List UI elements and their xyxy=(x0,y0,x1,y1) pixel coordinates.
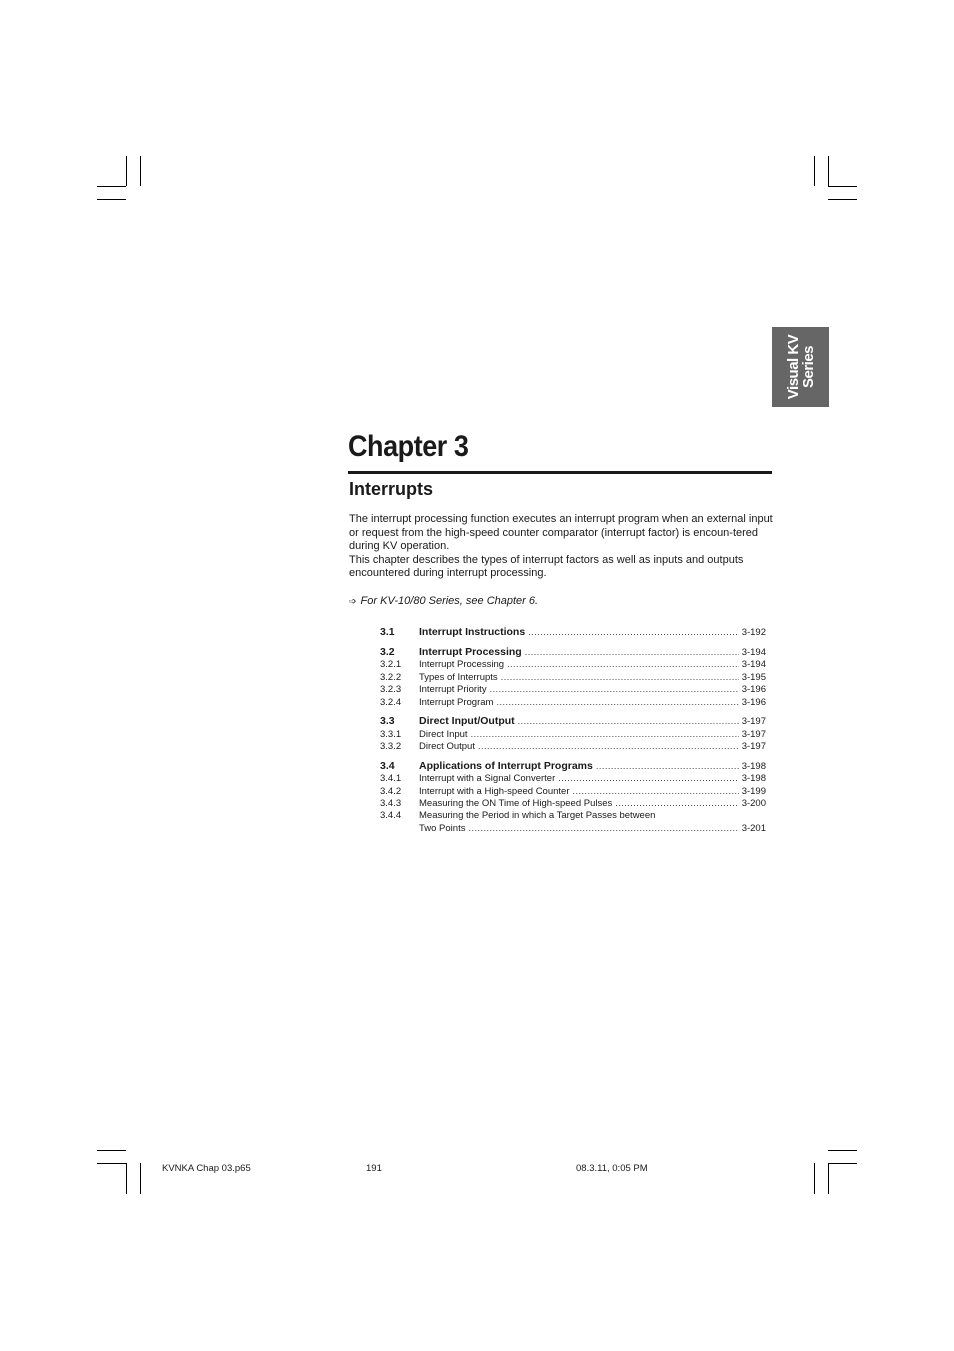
toc-title: Two Points xyxy=(419,823,466,834)
toc-leader-dots xyxy=(501,671,739,684)
toc-number: 3.1 xyxy=(380,626,395,638)
toc-number: 3.4.1 xyxy=(380,773,402,784)
side-tab-line-2: Series xyxy=(799,345,817,389)
toc-entry[interactable] xyxy=(380,772,766,785)
toc-page-number: 3-194 xyxy=(741,659,766,670)
footer-page-number: 191 xyxy=(366,1163,382,1174)
toc-number: 3.4.4 xyxy=(380,809,402,821)
footer-timestamp: 08.3.11, 0:05 PM xyxy=(576,1163,648,1174)
crop-mark xyxy=(140,1163,141,1194)
crop-mark xyxy=(828,1163,857,1164)
toc-title: Direct Input xyxy=(419,728,468,740)
cross-reference-note xyxy=(349,595,538,607)
crop-mark xyxy=(126,1163,127,1194)
crop-mark xyxy=(140,156,141,186)
toc-title: Interrupt with a Signal Converter xyxy=(419,773,556,784)
series-side-tab-label xyxy=(786,335,816,399)
toc-entry[interactable] xyxy=(380,683,766,696)
intro-paragraph-1: The interrupt processing function executes an interrupt program when an external input or request from the high-speed counter comparator (interrupt factor) is encoun-tered during KV operation. xyxy=(349,513,773,552)
toc-number: 3.4.3 xyxy=(380,798,402,809)
toc-page-number: 3-195 xyxy=(741,671,766,683)
toc-leader-dots xyxy=(573,785,739,798)
toc-title: Interrupt Program xyxy=(419,696,494,708)
toc-title: Measuring the ON Time of High-speed Pulses xyxy=(419,798,613,809)
toc-number: 3.2.3 xyxy=(380,684,402,695)
toc-leader-dots xyxy=(615,797,738,810)
toc-entry[interactable] xyxy=(380,696,766,709)
toc-entry[interactable] xyxy=(380,626,766,639)
crop-mark xyxy=(828,199,857,200)
toc-page-number: 3-197 xyxy=(741,728,766,740)
crop-mark xyxy=(828,1150,857,1151)
series-side-tab xyxy=(772,327,829,407)
note-text: For KV-10/80 Series, see Chapter 6. xyxy=(360,595,539,607)
toc-title: Applications of Interrupt Programs xyxy=(419,759,593,772)
toc-title: Direct Input/Output xyxy=(419,715,515,727)
toc-entry[interactable] xyxy=(380,715,766,728)
toc-leader-dots xyxy=(596,760,739,773)
toc-title: Interrupt Priority xyxy=(419,684,487,695)
crop-mark xyxy=(814,1163,815,1194)
crop-mark xyxy=(97,1163,126,1164)
toc-title: Direct Output xyxy=(419,741,475,752)
toc-title: Interrupt Instructions xyxy=(419,626,526,638)
toc-page-number: 3-201 xyxy=(741,823,766,834)
toc-entry[interactable] xyxy=(380,797,766,810)
toc-page-number: 3-198 xyxy=(741,760,766,772)
toc-number: 3.4.2 xyxy=(380,785,402,797)
toc-number: 3.3.2 xyxy=(380,741,402,752)
chapter-subtitle: Interrupts xyxy=(349,479,434,499)
intro-paragraph-2: This chapter describes the types of interrupt factors as well as inputs and outputs encountered during interrupt processing. xyxy=(349,553,744,579)
toc-page-number: 3-200 xyxy=(741,798,766,809)
footer-file: KVNKA Chap 03.p65 xyxy=(162,1163,251,1174)
toc-entry[interactable] xyxy=(380,822,766,835)
toc-page-number: 3-194 xyxy=(741,646,766,658)
crop-mark xyxy=(828,186,857,187)
arrow-icon: ➩ xyxy=(349,596,357,606)
toc-page-number: 3-196 xyxy=(741,684,766,695)
toc-number: 3.2.1 xyxy=(380,659,402,670)
toc-number: 3.2 xyxy=(380,645,395,658)
intro-text xyxy=(349,513,773,581)
toc-entry[interactable] xyxy=(380,785,766,798)
toc-page-number: 3-198 xyxy=(741,773,766,784)
toc-number: 3.2.2 xyxy=(380,671,402,683)
toc-leader-dots xyxy=(468,822,738,835)
crop-mark xyxy=(828,156,829,186)
toc-title: Interrupt with a High-speed Counter xyxy=(419,785,570,797)
toc-leader-dots xyxy=(528,626,739,639)
toc-leader-dots xyxy=(471,728,739,741)
toc-leader-dots xyxy=(507,658,739,671)
toc-entry[interactable] xyxy=(380,658,766,671)
toc-page-number: 3-199 xyxy=(741,785,766,797)
toc-number: 3.2.4 xyxy=(380,696,402,708)
toc-leader-dots xyxy=(478,740,739,753)
toc-leader-dots xyxy=(490,683,739,696)
crop-mark xyxy=(97,1150,126,1151)
crop-mark xyxy=(814,156,815,186)
toc-title: Interrupt Processing xyxy=(419,645,522,658)
toc-entry[interactable] xyxy=(380,760,766,773)
toc-title: Interrupt Processing xyxy=(419,659,505,670)
toc-entry[interactable] xyxy=(380,671,766,684)
toc-leader-dots xyxy=(496,696,738,709)
toc-page-number: 3-196 xyxy=(741,696,766,708)
toc-leader-dots xyxy=(518,715,739,728)
chapter-title: Chapter 3 xyxy=(348,430,469,463)
toc-page-number: 3-197 xyxy=(741,741,766,752)
crop-mark xyxy=(126,156,127,186)
toc-entry[interactable] xyxy=(380,740,766,753)
crop-mark xyxy=(97,199,126,200)
toc-leader-dots xyxy=(525,646,739,659)
toc-leader-dots xyxy=(558,772,738,785)
toc-title: Measuring the Period in which a Target Passes between xyxy=(419,809,656,821)
toc-number: 3.3 xyxy=(380,715,395,727)
toc-number: 3.4 xyxy=(380,759,395,772)
side-tab-line-1: Visual KV xyxy=(784,334,802,400)
crop-mark xyxy=(828,1163,829,1194)
toc-entry[interactable] xyxy=(380,646,766,659)
title-rule xyxy=(348,471,772,474)
crop-mark xyxy=(97,186,126,187)
table-of-contents xyxy=(380,626,766,835)
toc-number: 3.3.1 xyxy=(380,728,402,740)
toc-entry[interactable] xyxy=(380,810,766,823)
toc-page-number: 3-197 xyxy=(741,716,766,727)
toc-entry[interactable] xyxy=(380,728,766,741)
toc-title: Types of Interrupts xyxy=(419,671,498,683)
toc-page-number: 3-192 xyxy=(741,627,766,638)
